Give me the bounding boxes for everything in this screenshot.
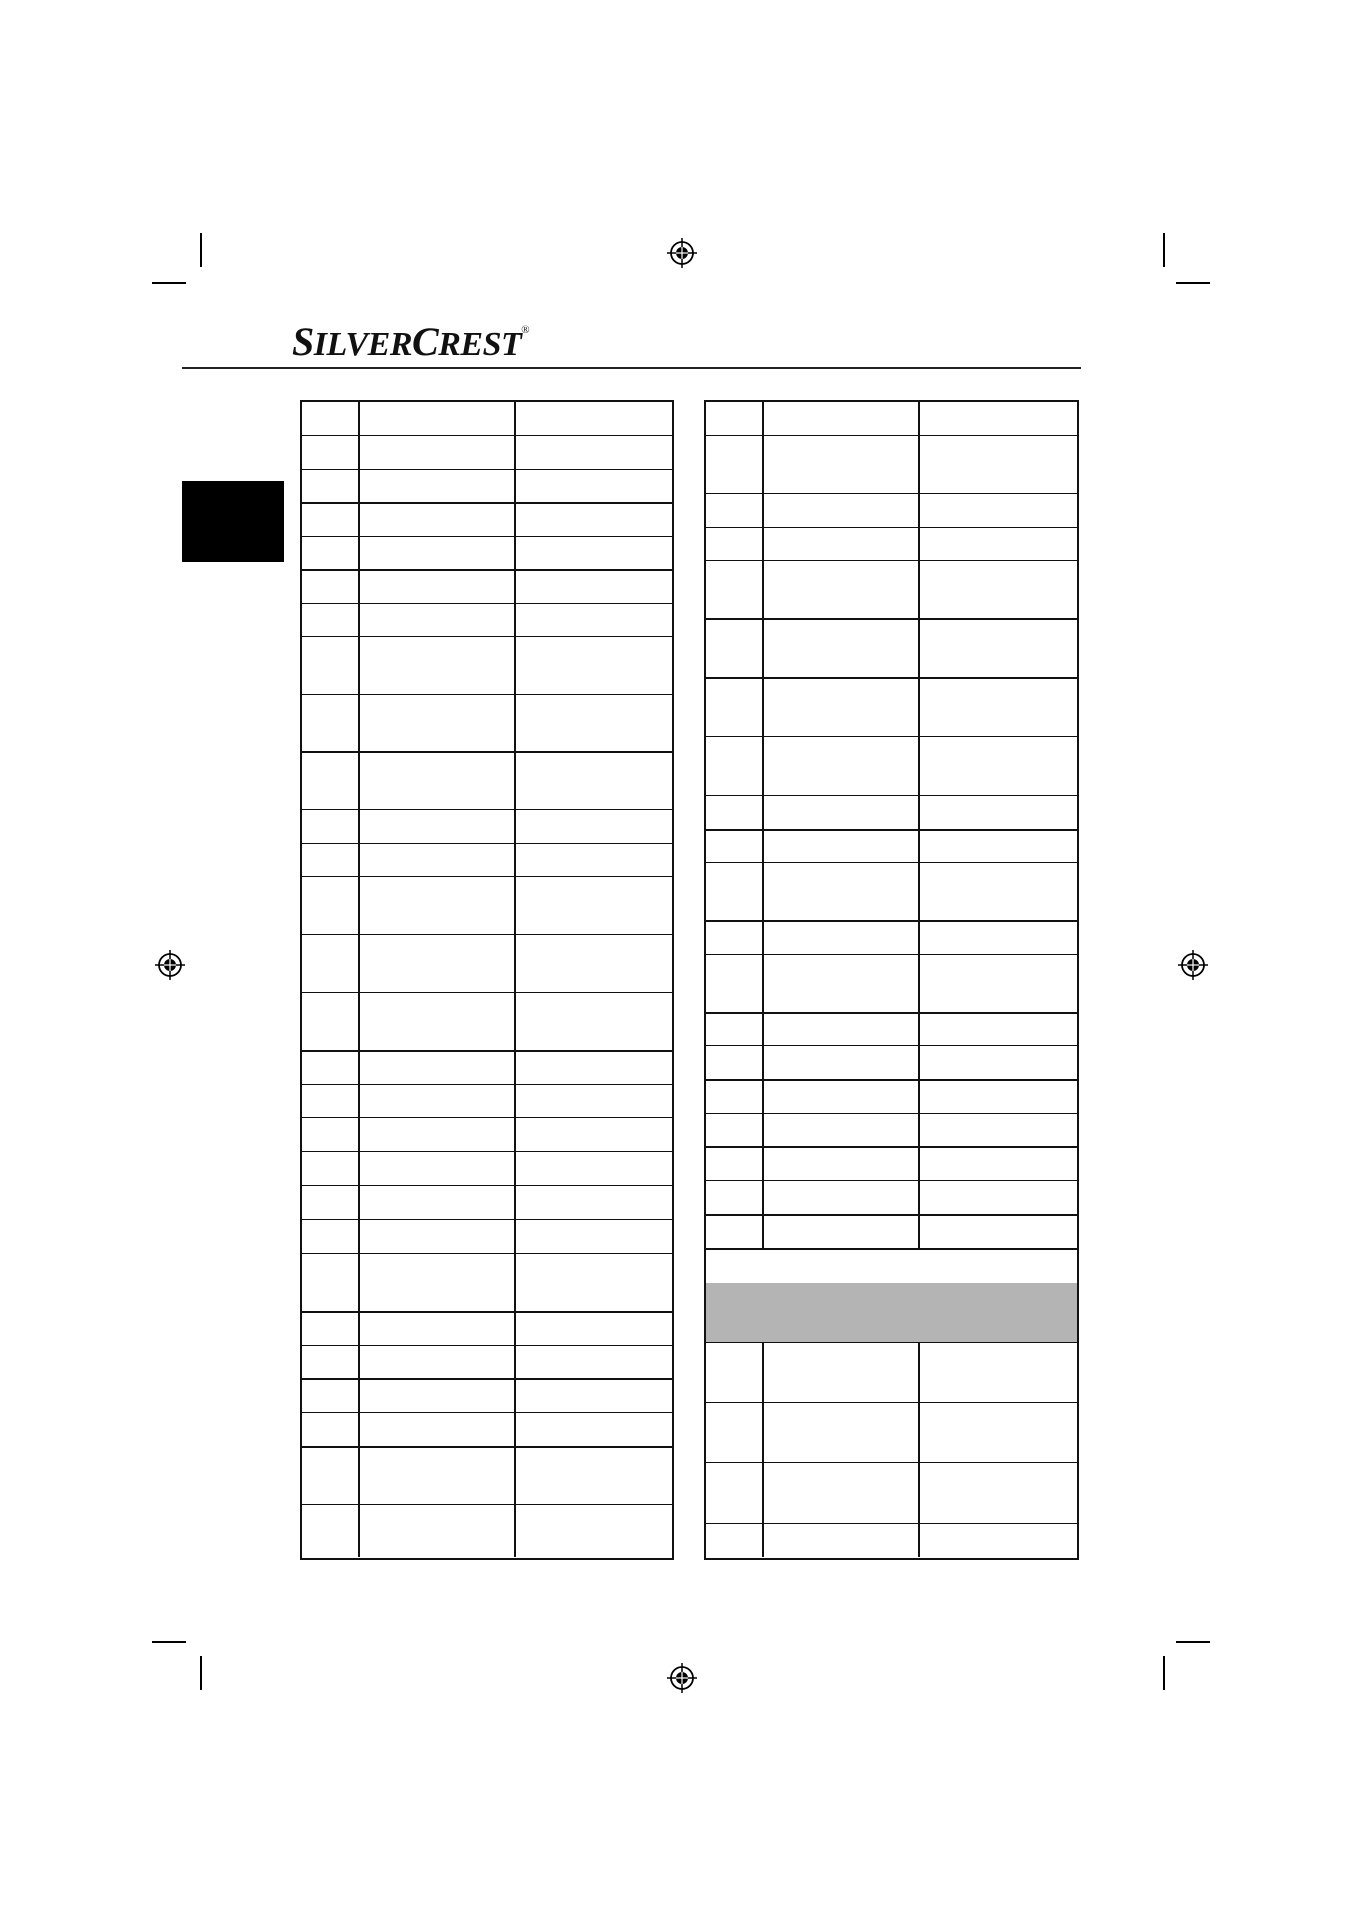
right-table xyxy=(704,400,1079,1560)
crop-mark-top-right-horizontal xyxy=(1176,282,1210,284)
column-divider xyxy=(514,402,516,1557)
section-header-shaded-row xyxy=(706,1283,1077,1342)
table-row xyxy=(706,1248,1077,1250)
header-rule xyxy=(182,367,1081,369)
crop-mark-bottom-left-horizontal xyxy=(152,1641,186,1643)
column-divider xyxy=(358,402,360,1557)
crosshair-registration-icon xyxy=(666,1662,698,1694)
crop-mark-bottom-right-vertical xyxy=(1163,1656,1165,1690)
logo-text: REST xyxy=(438,326,522,363)
crop-mark-top-left-vertical xyxy=(200,233,202,267)
logo-letter: C xyxy=(412,319,439,364)
brand-logo xyxy=(292,318,529,365)
column-divider xyxy=(918,1342,920,1557)
crosshair-registration-icon xyxy=(666,237,698,269)
crop-mark-bottom-right-horizontal xyxy=(1176,1641,1210,1643)
column-divider xyxy=(918,402,920,1248)
logo-letter: S xyxy=(292,319,314,364)
language-tab xyxy=(182,481,284,562)
crosshair-registration-icon xyxy=(1177,949,1209,981)
crop-mark-bottom-left-vertical xyxy=(200,1656,202,1690)
registered-mark: ® xyxy=(521,324,530,336)
left-table xyxy=(300,400,674,1560)
column-divider xyxy=(762,402,764,1248)
crop-mark-top-left-horizontal xyxy=(152,282,186,284)
crosshair-registration-icon xyxy=(154,949,186,981)
crop-mark-top-right-vertical xyxy=(1163,233,1165,267)
logo-text: ILVER xyxy=(313,326,413,363)
column-divider xyxy=(762,1342,764,1557)
